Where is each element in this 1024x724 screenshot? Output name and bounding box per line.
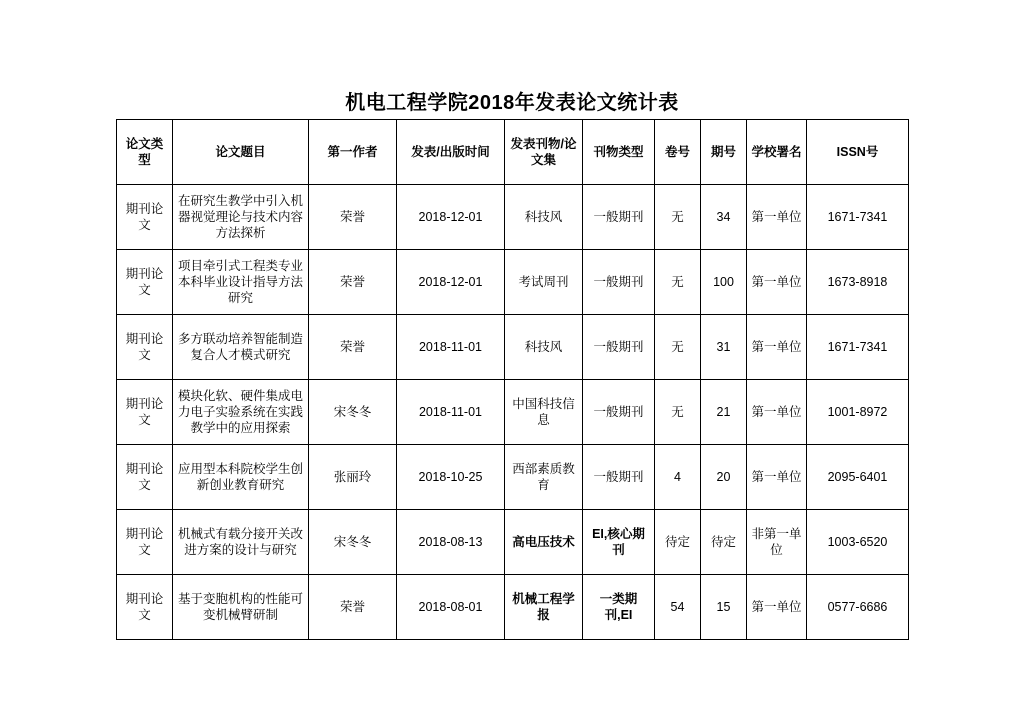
cell-issn: 1673-8918 (807, 250, 909, 315)
cell-paper-type: 期刊论文 (117, 575, 173, 640)
cell-first-author: 宋冬冬 (309, 380, 397, 445)
cell-publish-date: 2018-12-01 (397, 185, 505, 250)
cell-journal: 中国科技信息 (505, 380, 583, 445)
cell-paper-type: 期刊论文 (117, 315, 173, 380)
cell-paper-type: 期刊论文 (117, 445, 173, 510)
cell-first-author: 荣誉 (309, 315, 397, 380)
cell-first-author: 荣誉 (309, 250, 397, 315)
cell-volume: 无 (655, 315, 701, 380)
column-header-paper-type: 论文类型 (117, 120, 173, 185)
cell-paper-title: 应用型本科院校学生创新创业教育研究 (173, 445, 309, 510)
cell-journal-type: 一般期刊 (583, 445, 655, 510)
cell-paper-title: 机械式有载分接开关改进方案的设计与研究 (173, 510, 309, 575)
paper-stats-table (116, 119, 909, 640)
cell-paper-title: 项目牵引式工程类专业本科毕业设计指导方法研究 (173, 250, 309, 315)
column-header-issn: ISSN号 (807, 120, 909, 185)
cell-publish-date: 2018-08-01 (397, 575, 505, 640)
cell-issue: 34 (701, 185, 747, 250)
cell-publish-date: 2018-10-25 (397, 445, 505, 510)
cell-issn: 1671-7341 (807, 185, 909, 250)
column-header-paper-title: 论文题目 (173, 120, 309, 185)
cell-volume: 54 (655, 575, 701, 640)
table-row (117, 250, 909, 315)
cell-issn: 1003-6520 (807, 510, 909, 575)
table-row (117, 380, 909, 445)
table-row (117, 575, 909, 640)
table-row (117, 315, 909, 380)
cell-publish-date: 2018-11-01 (397, 380, 505, 445)
paper-stats-table-wrapper (116, 119, 908, 640)
cell-signature: 第一单位 (747, 315, 807, 380)
cell-issue: 待定 (701, 510, 747, 575)
cell-paper-title: 基于变胞机构的性能可变机械臂研制 (173, 575, 309, 640)
cell-issn: 0577-6686 (807, 575, 909, 640)
cell-signature: 第一单位 (747, 380, 807, 445)
cell-volume: 4 (655, 445, 701, 510)
cell-first-author: 荣誉 (309, 575, 397, 640)
column-header-first-author: 第一作者 (309, 120, 397, 185)
cell-signature: 第一单位 (747, 445, 807, 510)
column-header-volume: 卷号 (655, 120, 701, 185)
cell-signature: 第一单位 (747, 185, 807, 250)
cell-volume: 无 (655, 185, 701, 250)
cell-journal: 考试周刊 (505, 250, 583, 315)
cell-journal-type: 一般期刊 (583, 185, 655, 250)
table-row (117, 510, 909, 575)
cell-journal-type: 一般期刊 (583, 250, 655, 315)
cell-paper-type: 期刊论文 (117, 250, 173, 315)
table-body (117, 185, 909, 640)
cell-paper-title: 在研究生教学中引入机器视觉理论与技术内容方法探析 (173, 185, 309, 250)
cell-journal: 西部素质教育 (505, 445, 583, 510)
cell-first-author: 宋冬冬 (309, 510, 397, 575)
cell-journal-type: 一般期刊 (583, 315, 655, 380)
column-header-signature: 学校署名 (747, 120, 807, 185)
cell-journal-type: 一般期刊 (583, 380, 655, 445)
cell-issue: 100 (701, 250, 747, 315)
cell-issue: 21 (701, 380, 747, 445)
cell-journal-type: 一类期刊,EI (583, 575, 655, 640)
cell-paper-type: 期刊论文 (117, 185, 173, 250)
cell-first-author: 张丽玲 (309, 445, 397, 510)
cell-issue: 20 (701, 445, 747, 510)
cell-paper-type: 期刊论文 (117, 510, 173, 575)
cell-first-author: 荣誉 (309, 185, 397, 250)
cell-issue: 15 (701, 575, 747, 640)
cell-signature: 非第一单位 (747, 510, 807, 575)
cell-journal: 科技风 (505, 315, 583, 380)
cell-journal: 科技风 (505, 185, 583, 250)
page-title: 机电工程学院2018年发表论文统计表 (345, 92, 679, 114)
cell-issn: 1671-7341 (807, 315, 909, 380)
column-header-publish-date: 发表/出版时间 (397, 120, 505, 185)
cell-signature: 第一单位 (747, 250, 807, 315)
cell-publish-date: 2018-08-13 (397, 510, 505, 575)
table-header-row (117, 120, 909, 185)
cell-volume: 待定 (655, 510, 701, 575)
cell-issn: 2095-6401 (807, 445, 909, 510)
cell-journal: 机械工程学报 (505, 575, 583, 640)
table-row (117, 185, 909, 250)
cell-journal: 高电压技术 (505, 510, 583, 575)
cell-issn: 1001-8972 (807, 380, 909, 445)
cell-signature: 第一单位 (747, 575, 807, 640)
cell-volume: 无 (655, 380, 701, 445)
cell-paper-title: 多方联动培养智能制造复合人才模式研究 (173, 315, 309, 380)
cell-paper-type: 期刊论文 (117, 380, 173, 445)
column-header-issue: 期号 (701, 120, 747, 185)
cell-paper-title: 模块化软、硬件集成电力电子实验系统在实践教学中的应用探索 (173, 380, 309, 445)
cell-publish-date: 2018-12-01 (397, 250, 505, 315)
cell-issue: 31 (701, 315, 747, 380)
cell-journal-type: EI,核心期刊 (583, 510, 655, 575)
cell-volume: 无 (655, 250, 701, 315)
column-header-journal-type: 刊物类型 (583, 120, 655, 185)
table-row (117, 445, 909, 510)
column-header-journal: 发表刊物/论文集 (505, 120, 583, 185)
cell-publish-date: 2018-11-01 (397, 315, 505, 380)
